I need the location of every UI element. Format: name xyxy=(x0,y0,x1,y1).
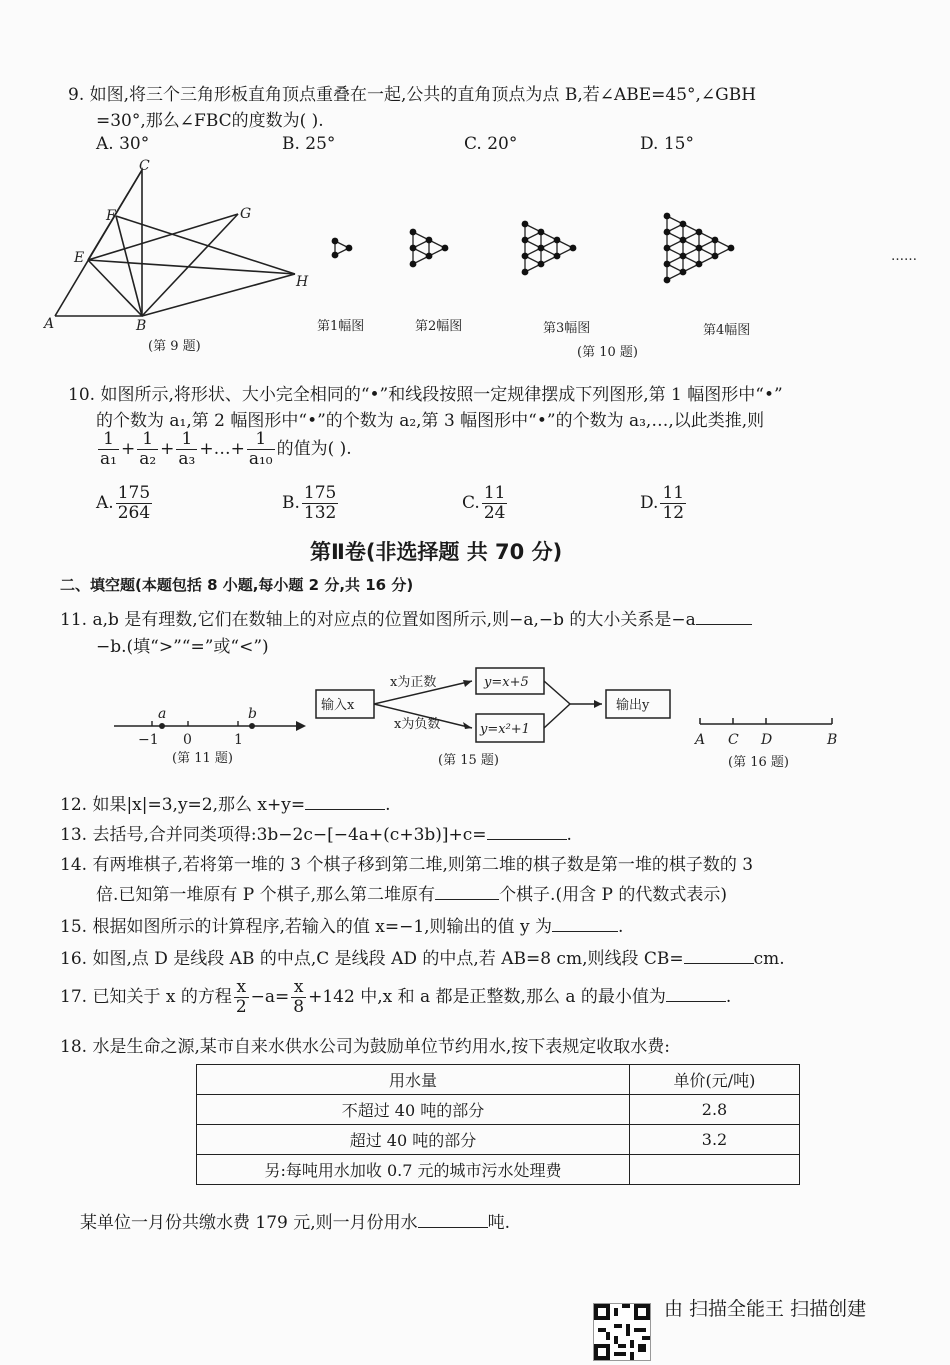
q11-label-1: 1 xyxy=(234,732,243,748)
q16-point-d: D xyxy=(761,732,773,748)
q14-blank xyxy=(435,898,499,900)
pattern-dot xyxy=(346,245,353,252)
pattern-dot xyxy=(522,221,529,228)
q18-tail: 某单位一月份共缴水费 179 元,则一月份用水 吨. xyxy=(80,1213,511,1233)
q9-option-d: D. 15° xyxy=(640,134,694,154)
pattern-dot xyxy=(664,277,671,284)
q16: 16. 如图,点 D 是线段 AB 的中点,C 是线段 AD 的中点,若 AB=8 cm,则线段 CB= cm. xyxy=(60,949,785,969)
section-fill-in-blanks: 二、填空题(本题包括 8 小题,每小题 2 分,共 16 分) xyxy=(60,576,414,594)
pattern-dot xyxy=(522,269,529,276)
q10-caption: (第 10 题) xyxy=(577,345,638,360)
pattern-dot xyxy=(664,213,671,220)
triangle-dot-figures xyxy=(332,213,735,284)
pattern-dot xyxy=(696,229,703,236)
q10-line2: 的个数为 a₁,第 2 幅图形中“•”的个数为 a₂,第 3 幅图形中“•”的个数为 a₃,…,以此类推,则 xyxy=(96,411,765,431)
pattern-dot xyxy=(712,237,719,244)
pattern-dot xyxy=(410,229,417,236)
table-cell: 不超过 40 吨的部分 xyxy=(197,1095,630,1125)
pattern-dot xyxy=(712,253,719,260)
q10-ellipsis: …… xyxy=(891,249,917,264)
q16-point-a: A xyxy=(695,732,706,748)
q11-label-minus1: −1 xyxy=(138,732,159,748)
pattern-dot xyxy=(728,245,735,252)
pattern-dot xyxy=(426,237,433,244)
part2-title: 第Ⅱ卷(非选择题 共 70 分) xyxy=(310,540,563,564)
pattern-dot xyxy=(664,245,671,252)
q10-frac-2: $\frac{1}{\text{a₂}}$ xyxy=(139,429,157,469)
q9-point-c: C xyxy=(139,158,150,174)
q11-label-a: a xyxy=(158,706,167,722)
q10-expression-tail: 的值为( ). xyxy=(276,439,352,459)
q10-frac-3: $\frac{1}{\text{a₃}}$ xyxy=(178,429,196,469)
q10-line1: 10. 如图所示,将形状、大小完全相同的“•”和线段按照一定规律摆成下列图形,第 1 幅图形中“•” xyxy=(68,385,783,405)
q11-blank xyxy=(696,623,752,625)
table-row xyxy=(197,1155,800,1185)
pattern-dot xyxy=(696,245,703,252)
pattern-dot xyxy=(554,253,561,260)
q9-option-c: C. 20° xyxy=(464,134,518,154)
q13: 13. 去括号,合并同类项得:3b−2c−[−4a+(c+3b)]+c= . xyxy=(60,825,572,845)
q15-input-box: 输入x xyxy=(321,698,355,713)
q9-line2: =30°,那么∠FBC的度数为( ). xyxy=(96,111,324,131)
pattern-dot xyxy=(680,237,687,244)
q16-segment xyxy=(690,712,850,772)
q16-blank xyxy=(684,962,754,964)
q10-option-a: A. $\frac{175}{264}$ xyxy=(96,483,151,523)
q10-option-b: B. $\frac{175}{132}$ xyxy=(282,483,337,523)
q10-option-d: D. $\frac{11}{12}$ xyxy=(640,483,685,523)
q15-flowchart xyxy=(312,664,692,770)
table-header-price: 单价(元/吨) xyxy=(630,1065,800,1095)
table-cell: 3.2 xyxy=(630,1125,800,1155)
q9-option-a: A. 30° xyxy=(96,134,150,154)
q9-caption: (第 9 题) xyxy=(148,339,201,354)
q9-point-e: E xyxy=(74,250,85,266)
q18-line1: 18. 水是生命之源,某市自来水供水公司为鼓励单位节约用水,按下表规定收取水费: xyxy=(60,1037,670,1057)
q10-option-c: C. $\frac{11}{24}$ xyxy=(462,483,506,523)
pattern-dot xyxy=(522,253,529,260)
pattern-dot xyxy=(410,261,417,268)
q17: 17. 已知关于 x 的方程 $\frac{x}{2}$ −a= $\frac{x}{8}$ +142 中,x 和 a 都是正整数,那么 a 的最小值为 . xyxy=(60,977,732,1017)
q17-frac-1: $\frac{x}{2}$ xyxy=(235,977,247,1017)
water-fee-table xyxy=(196,1064,800,1185)
q16-point-c: C xyxy=(728,732,739,748)
q15: 15. 根据如图所示的计算程序,若输入的值 x=−1,则输出的值 y 为 . xyxy=(60,917,624,937)
footer-scanner-text: 由 扫描全能王 扫描创建 xyxy=(664,1298,867,1320)
q15-caption: (第 15 题) xyxy=(438,753,499,768)
pattern-dot xyxy=(410,245,417,252)
pattern-dot xyxy=(332,238,339,245)
table-header-row xyxy=(197,1065,800,1095)
q16-point-b: B xyxy=(827,732,838,748)
pattern-dot xyxy=(538,229,545,236)
q11-line1: 11. a,b 是有理数,它们在数轴上的对应点的位置如图所示,则−a,−b 的大小关系是−a xyxy=(60,605,752,630)
table-cell: 超过 40 吨的部分 xyxy=(197,1125,630,1155)
table-cell xyxy=(630,1155,800,1185)
q10-figure-label-1: 第1幅图 xyxy=(317,319,365,334)
pattern-dot xyxy=(680,253,687,260)
pattern-dot xyxy=(664,229,671,236)
q11-label-0: 0 xyxy=(183,732,192,748)
q9-point-b: B xyxy=(136,318,147,334)
q9-line1: 9. 如图,将三个三角形板直角顶点重叠在一起,公共的直角顶点为点 B,若∠ABE=45°,∠GBH xyxy=(68,85,757,105)
q15-branch-positive: x为正数 xyxy=(390,675,437,690)
pattern-dot xyxy=(680,221,687,228)
q15-output-box: 输出y xyxy=(616,698,650,713)
table-row xyxy=(197,1095,800,1125)
table-header-usage: 用水量 xyxy=(197,1065,630,1095)
pattern-dot xyxy=(554,237,561,244)
pattern-dot xyxy=(570,245,577,252)
q11-line2: −b.(填“>”“=”或“<”) xyxy=(96,637,269,657)
q15-blank xyxy=(552,930,618,932)
q11-label-b: b xyxy=(248,706,257,722)
pattern-dot xyxy=(442,245,449,252)
table-row xyxy=(197,1125,800,1155)
q18-blank xyxy=(418,1226,488,1228)
pattern-dot xyxy=(426,253,433,260)
q10-figure-label-3: 第3幅图 xyxy=(543,321,591,336)
q12-blank xyxy=(305,808,385,810)
q9-option-b: B. 25° xyxy=(282,134,336,154)
q10-figure-label-2: 第2幅图 xyxy=(415,319,463,334)
q11-number-line xyxy=(110,706,310,766)
table-cell: 另:每吨用水加收 0.7 元的城市污水处理费 xyxy=(197,1155,630,1185)
pattern-dot xyxy=(696,261,703,268)
q9-point-h: H xyxy=(296,274,309,290)
pattern-dot xyxy=(332,252,339,259)
q17-blank xyxy=(666,1000,726,1002)
q9-figure xyxy=(40,158,320,358)
q15-formula-positive: y=x+5 xyxy=(484,675,529,690)
q13-blank xyxy=(487,838,567,840)
q10-figure-label-4: 第4幅图 xyxy=(703,323,751,338)
q10-figure xyxy=(317,190,925,360)
q15-formula-negative: y=x²+1 xyxy=(480,722,530,737)
q17-frac-2: $\frac{x}{8}$ xyxy=(293,977,305,1017)
pattern-dot xyxy=(522,237,529,244)
q9-point-a: A xyxy=(44,316,55,332)
q12: 12. 如果|x|=3,y=2,那么 x+y= . xyxy=(60,795,391,815)
pattern-dot xyxy=(680,269,687,276)
pattern-dot xyxy=(664,261,671,268)
q15-branch-negative: x为负数 xyxy=(394,717,441,732)
q9-point-g: G xyxy=(240,206,252,222)
q10-expression: $\frac{1}{\text{a₁}}$ + $\frac{1}{\text{a₂}}$ + $\frac{1}{\text{a₃}}$ +…+ $\frac{1}{\text{a₁₀}}$ 的值为( ). xyxy=(100,429,352,469)
q11-caption: (第 11 题) xyxy=(172,751,233,766)
qr-code-icon xyxy=(593,1303,651,1361)
q10-frac-10: $\frac{1}{\text{a₁₀}}$ xyxy=(248,429,273,469)
q9-point-f: F xyxy=(106,208,116,224)
pattern-dot xyxy=(538,245,545,252)
q14-line1: 14. 有两堆棋子,若将第一堆的 3 个棋子移到第二堆,则第二堆的棋子数是第一堆的棋子数的 3 xyxy=(60,855,754,875)
table-cell: 2.8 xyxy=(630,1095,800,1125)
q16-caption: (第 16 题) xyxy=(728,755,789,770)
q14-line2: 倍.已知第一堆原有 P 个棋子,那么第二堆原有 个棋子.(用含 P 的代数式表示) xyxy=(96,885,727,905)
pattern-dot xyxy=(538,261,545,268)
q10-frac-1: $\frac{1}{\text{a₁}}$ xyxy=(100,429,117,469)
